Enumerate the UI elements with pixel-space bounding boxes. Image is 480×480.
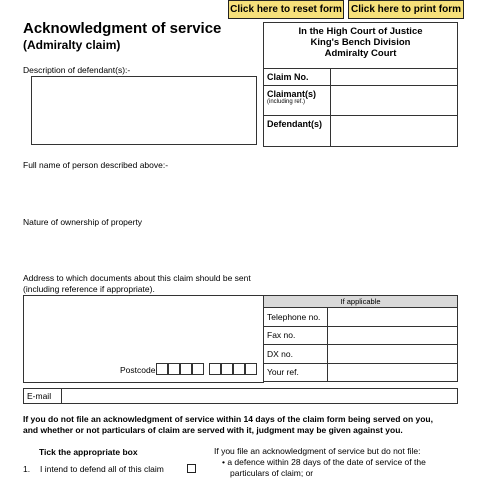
info-bullet-1-cont: particulars of claim; or — [230, 468, 314, 478]
ownership-label: Nature of ownership of property — [23, 217, 143, 227]
postcode-char-box[interactable] — [192, 363, 204, 375]
full-name-label: Full name of person described above:- — [23, 160, 169, 170]
claimants-note: (including ref.) — [267, 99, 306, 105]
reset-form-button[interactable]: Click here to reset form — [228, 0, 344, 19]
claim-no-field[interactable] — [331, 69, 458, 86]
address-label-line-2: (including reference if appropriate). — [23, 284, 155, 294]
dx-label: DX no. — [264, 345, 328, 364]
postcode-char-box[interactable] — [168, 363, 180, 375]
print-form-button[interactable]: Click here to print form — [348, 0, 464, 19]
email-label: E-mail — [27, 391, 52, 401]
email-field[interactable] — [62, 389, 457, 403]
description-field[interactable] — [31, 76, 257, 145]
postcode-char-box[interactable] — [245, 363, 257, 375]
your-ref-field[interactable] — [328, 363, 458, 382]
defendants-field[interactable] — [331, 116, 458, 147]
court-details-table — [263, 22, 458, 147]
page-title: Acknowledgment of service — [23, 20, 222, 37]
postcode-char-box[interactable] — [180, 363, 192, 375]
postcode-char-box[interactable] — [233, 363, 245, 375]
fax-field[interactable] — [328, 326, 458, 345]
postcode-char-box[interactable] — [221, 363, 233, 375]
telephone-label: Telephone no. — [264, 308, 328, 327]
claimants-label — [264, 86, 331, 116]
court-line-3: Admiralty Court — [324, 48, 397, 59]
contact-details-table — [263, 295, 458, 382]
info-bullet-1: • a defence within 28 days of the date of service of the — [222, 457, 426, 467]
description-label: Description of defendant(s):- — [23, 65, 131, 75]
tick-heading: Tick the appropriate box — [39, 447, 138, 457]
warning-line-2: and whether or not particulars of claim are served with it, judgment may be given against you. — [23, 425, 403, 435]
claim-no-label: Claim No. — [264, 69, 331, 86]
page-subtitle: (Admiralty claim) — [23, 38, 121, 52]
postcode-label: Postcode — [120, 365, 156, 375]
fax-label: Fax no. — [264, 326, 328, 345]
if-applicable-header: If applicable — [264, 296, 458, 308]
dx-field[interactable] — [328, 345, 458, 364]
claimants-field[interactable] — [331, 86, 458, 116]
warning-line-1: If you do not file an acknowledgment of service within 14 days of the claim form being served on you, — [23, 414, 433, 424]
telephone-field[interactable] — [328, 308, 458, 327]
info-line-1: If you file an acknowledgment of service but do not file: — [214, 446, 421, 456]
your-ref-label: Your ref. — [264, 363, 328, 382]
court-name — [264, 23, 458, 69]
item-1-number: 1. — [23, 464, 31, 474]
address-label-line-1: Address to which documents about this claim should be sent — [23, 273, 251, 283]
postcode-char-box[interactable] — [156, 363, 168, 375]
item-1-label: I intend to defend all of this claim — [40, 464, 164, 474]
postcode-char-box[interactable] — [209, 363, 221, 375]
defend-all-checkbox[interactable] — [187, 464, 196, 473]
claimants-label-text: Claimant(s) — [267, 89, 317, 99]
defendants-label: Defendant(s) — [264, 116, 331, 147]
court-line-2: King's Bench Division — [310, 37, 411, 48]
court-line-1: In the High Court of Justice — [298, 26, 423, 37]
